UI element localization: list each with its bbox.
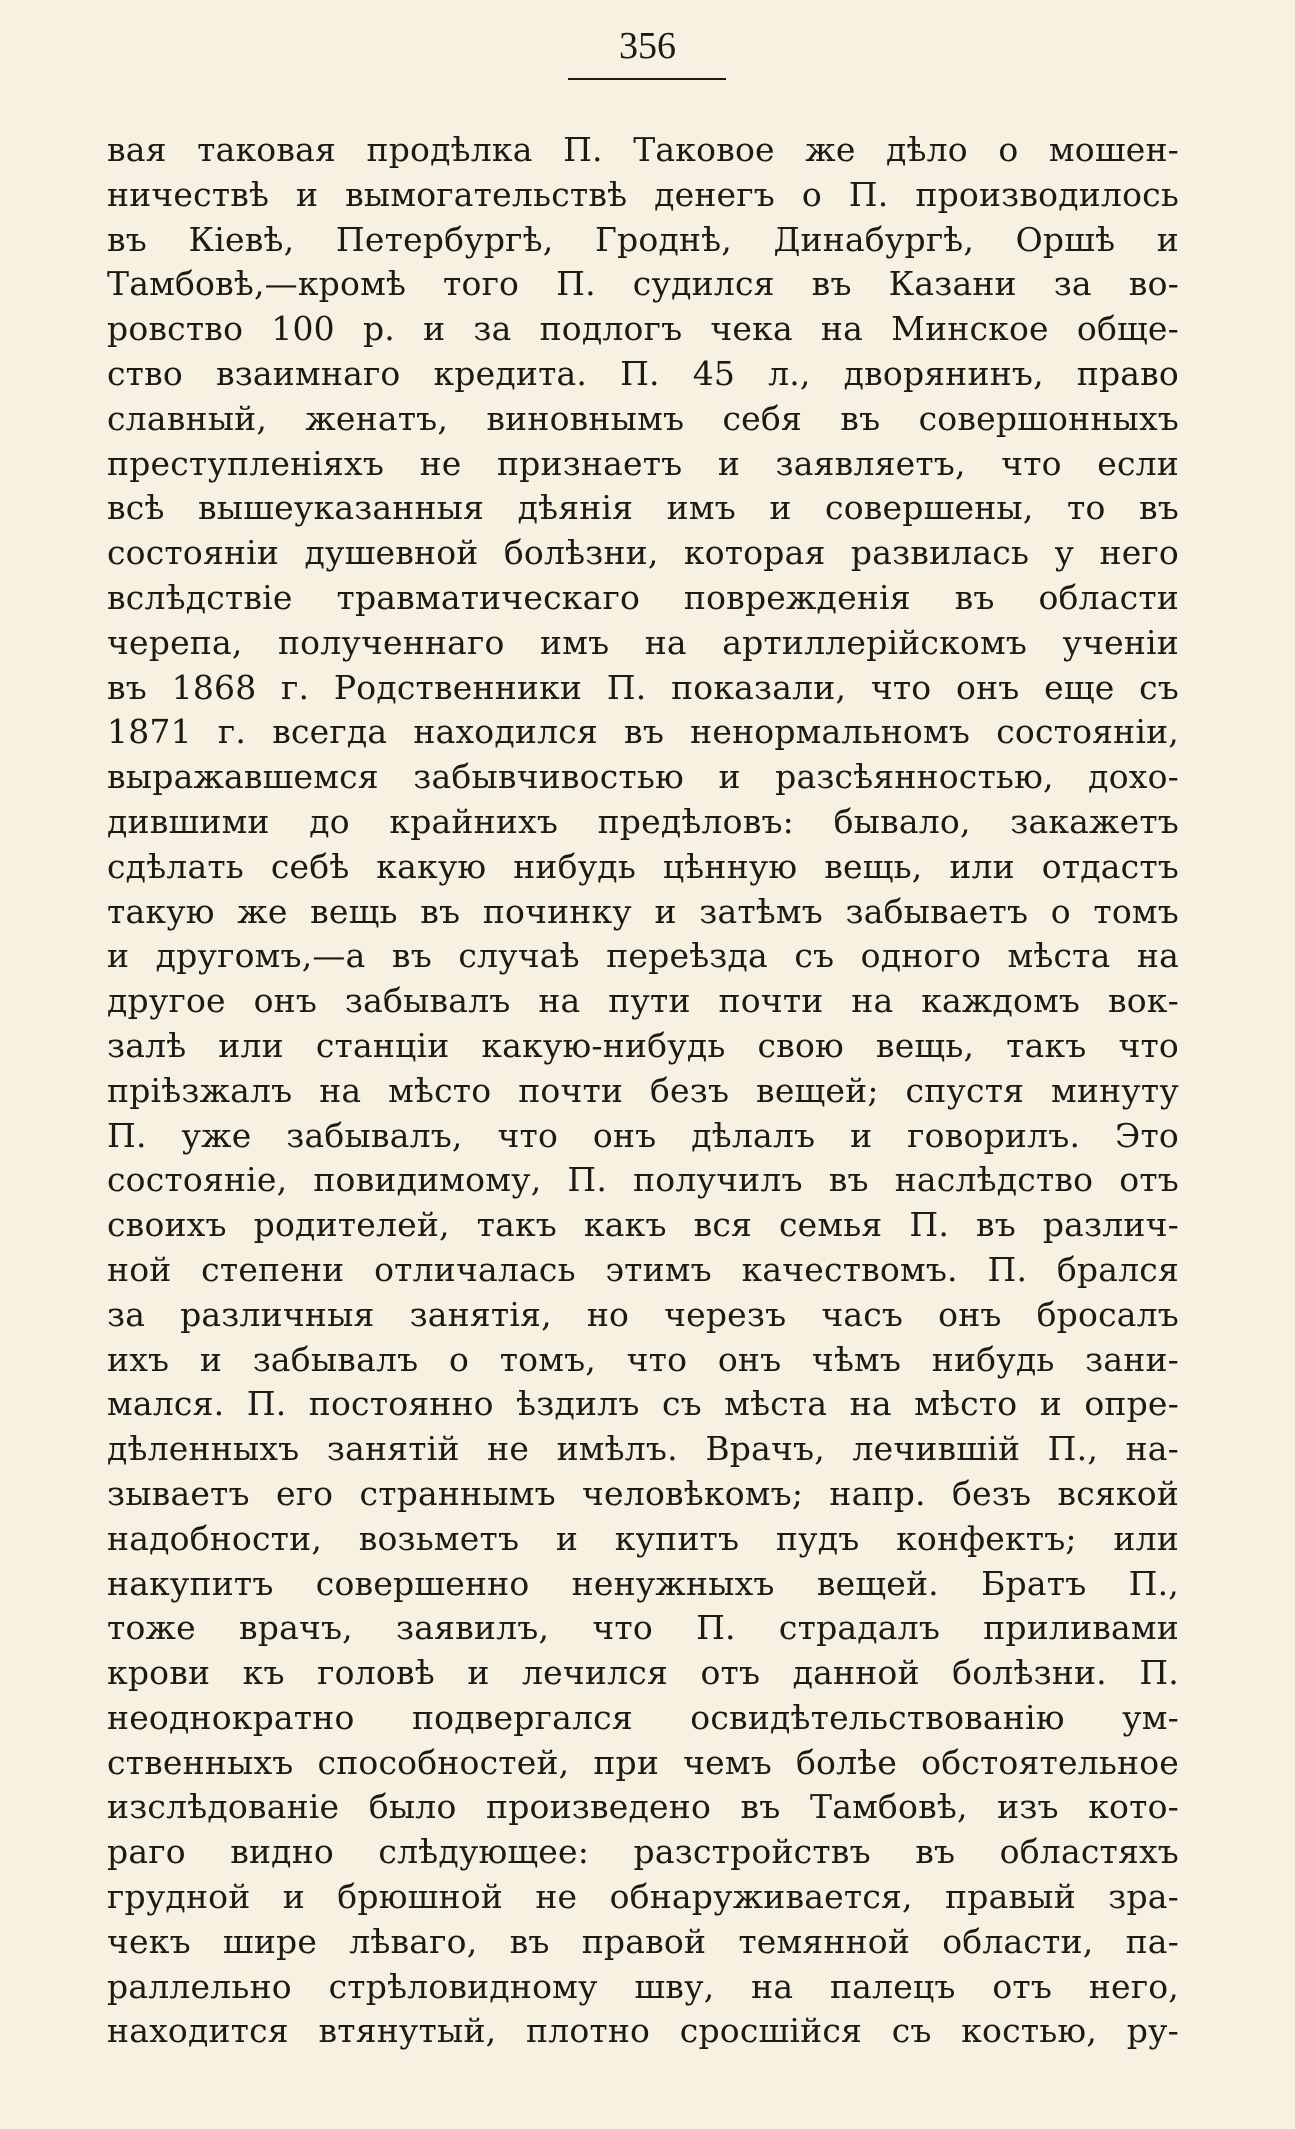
text-line: тоже врачъ, заявилъ, что П. страдалъ приливами [107, 1608, 1179, 1648]
text-line: состояніи душевной болѣзни, которая развилась у него [107, 533, 1179, 573]
text-line: своихъ родителей, такъ какъ вся семья П. въ различ- [107, 1205, 1179, 1245]
text-line: ной степени отличалась этимъ качествомъ. П. брался [107, 1249, 1179, 1289]
text-line: ственныхъ способностей, при чемъ болѣе обстоятельное [107, 1742, 1179, 1782]
text-line: раго видно слѣдующее: разстройствъ въ областяхъ [107, 1832, 1179, 1872]
text-line: неоднократно подвергался освидѣтельствованію ум- [107, 1697, 1179, 1737]
text-line: Тамбовѣ,—кромѣ того П. судился въ Казани за во- [107, 264, 1179, 304]
text-line: раллельно стрѣловидному шву, на палецъ отъ него, [107, 1966, 1179, 2006]
text-line: ничествѣ и вымогательствѣ денегъ о П. производилось [107, 174, 1179, 214]
text-line: славный, женатъ, виновнымъ себя въ совершонныхъ [107, 398, 1179, 438]
text-line: пріѣзжалъ на мѣсто почти безъ вещей; спустя минуту [107, 1070, 1179, 1110]
text-line: такую же вещь въ починку и затѣмъ забываетъ о томъ [107, 891, 1179, 931]
text-line: вая таковая продѣлка П. Таковое же дѣло о мошен- [107, 130, 1179, 169]
text-line: находится втянутый, плотно сросшійся съ костью, ру- [107, 2011, 1179, 2051]
text-line: ровство 100 р. и за подлогъ чека на Минское обще- [107, 309, 1179, 349]
page-number: 356 [619, 25, 676, 67]
text-line: зываетъ его страннымъ человѣкомъ; напр. безъ всякой [107, 1473, 1179, 1513]
text-line: и другомъ,—а въ случаѣ переѣзда съ одного мѣста на [107, 936, 1179, 976]
text-line: изслѣдованіе было произведено въ Тамбовѣ, изъ кото- [107, 1787, 1179, 1827]
text-line: всѣ вышеуказанныя дѣянія имъ и совершены, то въ [107, 488, 1179, 528]
text-line: за различныя занятія, но черезъ часъ онъ бросалъ [107, 1294, 1179, 1334]
text-line: дившими до крайнихъ предѣловъ: бывало, закажетъ [107, 801, 1179, 841]
text-line: въ 1868 г. Родственники П. показали, что онъ еще съ [107, 667, 1179, 707]
text-line: крови къ головѣ и лечился отъ данной болѣзни. П. [107, 1653, 1179, 1693]
text-line: надобности, возьметъ и купитъ пудъ конфектъ; или [107, 1518, 1179, 1558]
text-line: ихъ и забывалъ о томъ, что онъ чѣмъ нибудь зани- [107, 1339, 1179, 1379]
text-line: вслѣдствіе травматическаго поврежденія въ области [107, 577, 1179, 617]
text-line: П. уже забывалъ, что онъ дѣлалъ и говорилъ. Это [107, 1115, 1179, 1155]
text-line: въ Кіевѣ, Петербургѣ, Гроднѣ, Динабургѣ, Оршѣ и [107, 219, 1179, 259]
text-line: 1871 г. всегда находился въ ненормальномъ состояніи, [107, 712, 1179, 752]
text-line: чекъ шире лѣваго, въ правой темянной области, па- [107, 1921, 1179, 1961]
body-text [107, 128, 1179, 2054]
text-line: черепа, полученнаго имъ на артиллерійскомъ ученіи [107, 622, 1179, 662]
text-line: ство взаимнаго кредита. П. 45 л., дворянинъ, право [107, 353, 1179, 393]
text-line: состояніе, повидимому, П. получилъ въ наслѣдство отъ [107, 1160, 1179, 1200]
text-line: другое онъ забывалъ на пути почти на каждомъ вок- [107, 981, 1179, 1021]
text-line: сдѣлать себѣ какую нибудь цѣнную вещь, или отдастъ [107, 846, 1179, 886]
page-number-rule [568, 78, 726, 80]
text-line: накупитъ совершенно ненужныхъ вещей. Братъ П., [107, 1563, 1179, 1603]
text-line: преступленіяхъ не признаетъ и заявляетъ, что если [107, 443, 1179, 483]
text-line: мался. П. постоянно ѣздилъ съ мѣста на мѣсто и опре- [107, 1384, 1179, 1424]
text-line: залѣ или станціи какую-нибудь свою вещь, такъ что [107, 1025, 1179, 1065]
text-line: дѣленныхъ занятій не имѣлъ. Врачъ, лечившій П., на- [107, 1429, 1179, 1469]
text-line: грудной и брюшной не обнаруживается, правый зра- [107, 1877, 1179, 1917]
text-line: выражавшемся забывчивостью и разсѣянностью, дохо- [107, 757, 1179, 797]
